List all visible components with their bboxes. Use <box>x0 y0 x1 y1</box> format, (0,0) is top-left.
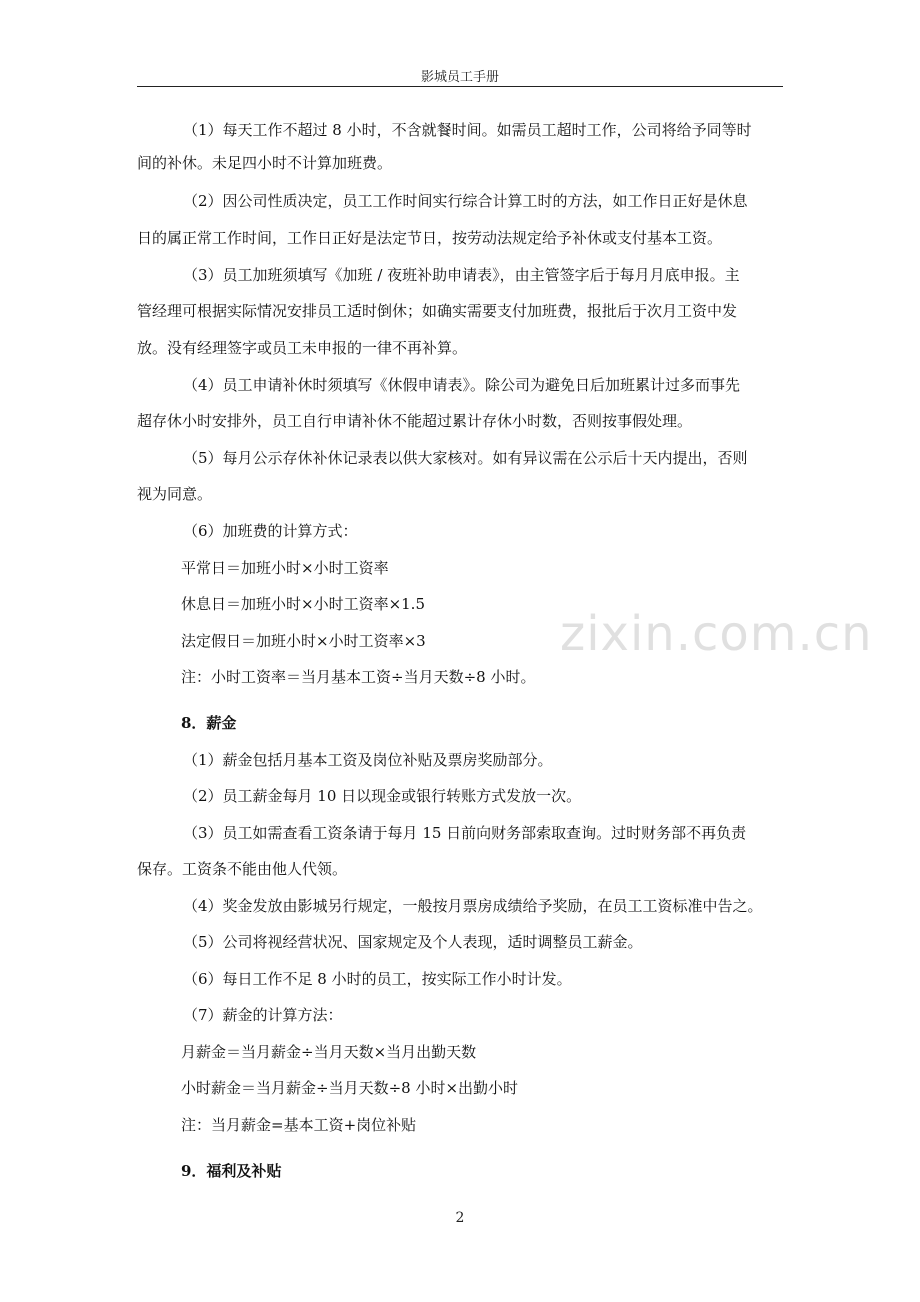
formula-line: 平常日＝加班小时×小时工资率 <box>181 559 389 577</box>
running-header: 影城员工手册 <box>420 70 499 85</box>
paragraph-line: （2）员工薪金每月 10 日以现金或银行转账方式发放一次。 <box>183 787 582 805</box>
paragraph-line: 视为同意。 <box>137 485 213 503</box>
header-rule <box>137 86 783 87</box>
paragraph-line: （2）因公司性质决定，员工工作时间实行综合计算工时的方法，如工作日正好是休息 <box>183 192 748 210</box>
paragraph-line: 管经理可根据实际情况安排员工适时倒休；如确实需要支付加班费，报批后于次月工资中发 <box>137 302 738 320</box>
paragraph-line: 保存。工资条不能由他人代领。 <box>137 860 348 878</box>
paragraph-line: （1）薪金包括月基本工资及岗位补贴及票房奖励部分。 <box>183 751 553 769</box>
watermark: zixin.com.cn <box>560 606 873 662</box>
paragraph-line: （4）员工申请补休时须填写《休假申请表》。除公司为避免日后加班累计过多而事先 <box>183 376 741 394</box>
paragraph-line: （6）每日工作不足 8 小时的员工，按实际工作小时计发。 <box>183 970 572 988</box>
paragraph-line: （5）每月公示存休补休记录表以供大家核对。如有异议需在公示后十天内提出，否则 <box>183 449 748 467</box>
formula-line: 休息日＝加班小时×小时工资率×1.5 <box>181 595 425 613</box>
note-line: 注：小时工资率＝当月基本工资÷当月天数÷8 小时。 <box>181 668 536 686</box>
formula-line: 小时薪金＝当月薪金÷当月天数÷8 小时×出勤小时 <box>181 1079 519 1097</box>
paragraph-line: 放。没有经理签字或员工未申报的一律不再补算。 <box>137 339 468 357</box>
note-line: 注：当月薪金=基本工资+岗位补贴 <box>181 1116 417 1134</box>
paragraph-line: （3）员工加班须填写《加班 / 夜班补助申请表》，由主管签字后于每月月底申报。主 <box>183 266 740 284</box>
paragraph-line: （3）员工如需查看工资条请于每月 15 日前向财务部索取查询。过时财务部不再负责 <box>183 824 747 842</box>
paragraph-line: （4）奖金发放由影城另行规定，一般按月票房成绩给予奖励，在员工工资标准中告之。 <box>183 897 763 915</box>
formula-line: 法定假日＝加班小时×小时工资率×3 <box>181 632 426 650</box>
section-heading: 8．薪金 <box>181 714 237 732</box>
paragraph-line: （1）每天工作不超过 8 小时，不含就餐时间。如需员工超时工作，公司将给予同等时 <box>183 121 752 139</box>
paragraph-line: 日的属正常工作时间，工作日正好是法定节日，按劳动法规定给予补休或支付基本工资。 <box>137 229 723 247</box>
formula-line: 月薪金＝当月薪金÷当月天数×当月出勤天数 <box>181 1043 477 1061</box>
paragraph-line: 超存休小时安排外，员工自行申请补休不能超过累计存休小时数，否则按事假处理。 <box>137 412 693 430</box>
section-heading: 9．福利及补贴 <box>181 1162 282 1180</box>
paragraph-line: 间的补休。未足四小时不计算加班费。 <box>137 154 393 172</box>
page-number: 2 <box>455 1210 465 1226</box>
paragraph-line: （5）公司将视经营状况、国家规定及个人表现，适时调整员工薪金。 <box>183 933 643 951</box>
paragraph-line: （6）加班费的计算方式： <box>183 522 358 540</box>
paragraph-line: （7）薪金的计算方法： <box>183 1006 343 1024</box>
